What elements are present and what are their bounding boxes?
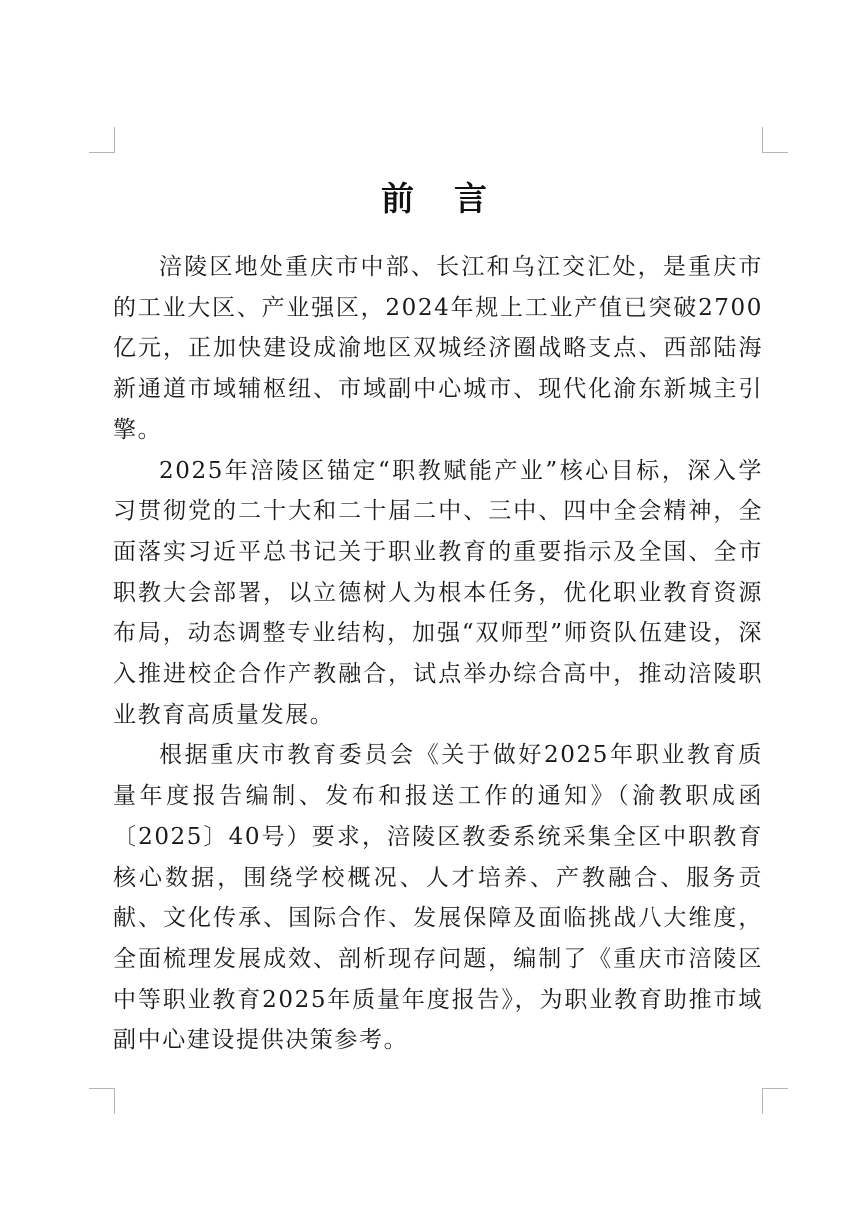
- crop-mark-bottom-left-h: [89, 1088, 115, 1089]
- crop-mark-bottom-right-v: [762, 1088, 763, 1114]
- paragraph: 涪陵区地处重庆市中部、长江和乌江交汇处，是重庆市的工业大区、产业强区，2024年规上工业产值已突破2700亿元，正加快建设成渝地区双城经济圈战略支点、西部陆海新通道市域辅枢纽、市域副中心城市、现代化渝东新城主引擎。: [113, 254, 763, 443]
- crop-mark-top-right-h: [762, 152, 788, 153]
- body-text: [113, 247, 763, 1061]
- crop-mark-bottom-right-h: [762, 1088, 788, 1089]
- crop-mark-top-left-h: [89, 152, 115, 153]
- crop-mark-bottom-left-v: [114, 1088, 115, 1114]
- crop-mark-top-left-v: [114, 127, 115, 153]
- page-title: 前言: [381, 179, 527, 219]
- paragraph: 2025年涪陵区锚定“职教赋能产业”核心目标，深入学习贯彻党的二十大和二十届二中、三中、四中全会精神，全面落实习近平总书记关于职业教育的重要指示及全国、全市职教大会部署，以立德树人为根本任务，优化职业教育资源布局，动态调整专业结构，加强“双师型”师资队伍建设，深入推进校企合作产教融合，试点举办综合高中，推动涪陵职业教育高质量发展。: [113, 457, 763, 728]
- crop-mark-top-right-v: [762, 127, 763, 153]
- paragraph: 根据重庆市教育委员会《关于做好2025年职业教育质量年度报告编制、发布和报送工作的通知》（渝教职成函〔2025〕40号）要求，涪陵区教委系统采集全区中职教育核心数据，围绕学校概况、人才培养、产教融合、服务贡献、文化传承、国际合作、发展保障及面临挑战八大维度，全面梳理发展成效、剖析现存问题，编制了《重庆市涪陵区中等职业教育2025年质量年度报告》，为职业教育助推市域副中心建设提供决策参考。: [113, 742, 763, 1054]
